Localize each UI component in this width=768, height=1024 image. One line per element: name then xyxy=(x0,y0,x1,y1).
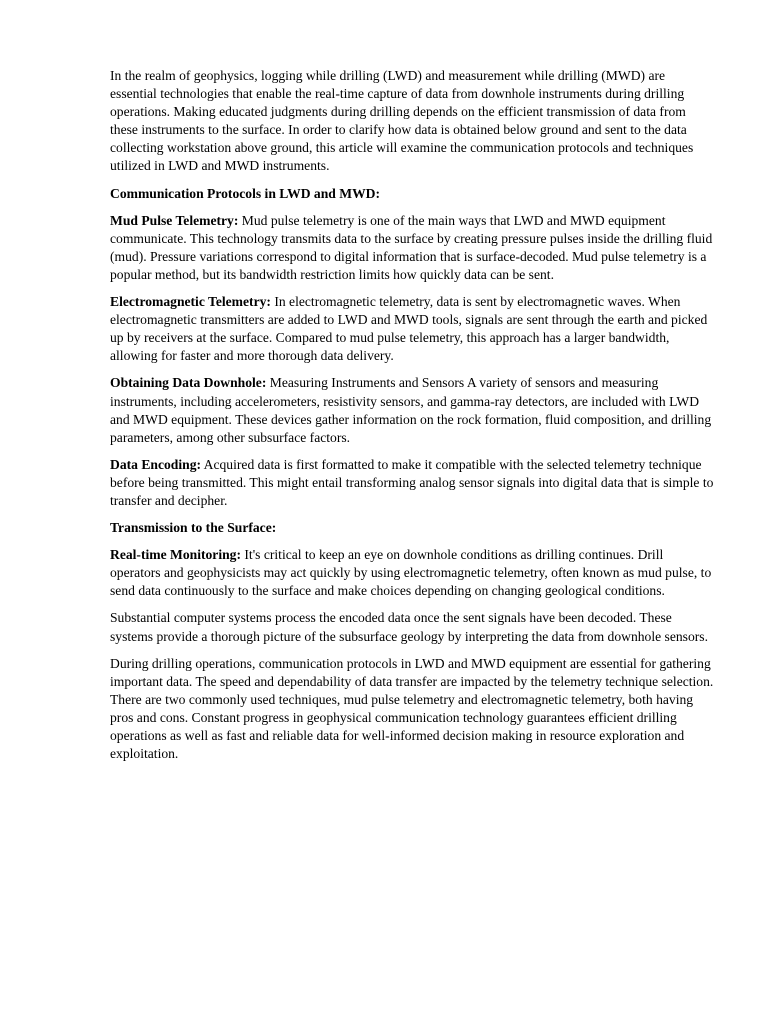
paragraph-mud-pulse-telemetry xyxy=(110,212,714,284)
paragraph-obtaining-data-downhole xyxy=(110,374,714,446)
lead-obtaining-data-downhole: Obtaining Data Downhole: xyxy=(110,375,267,391)
paragraph-electromagnetic-telemetry xyxy=(110,293,714,365)
lead-real-time-monitoring: Real-time Monitoring: xyxy=(110,547,241,563)
lead-electromagnetic-telemetry: Electromagnetic Telemetry: xyxy=(110,294,271,310)
paragraph-real-time-monitoring xyxy=(110,546,714,600)
conclusion-paragraph: During drilling operations, communication protocols in LWD and MWD equipment are essential for gathering important data. The speed and dependability of data transfer are impacted by the telemetry technique selection. There are two commonly used techniques, mud pulse telemetry and electromagnetic telemetry, both having pros and cons. Constant progress in geophysical communication technology guarantees efficient drilling operations as well as fast and reliable data for well-informed decision making in resource exploration and exploitation. xyxy=(110,655,714,762)
paragraph-computer-systems: Substantial computer systems process the encoded data once the sent signals have been decoded. These systems provide a thorough picture of the subsurface geology by interpreting the data from downhole sensors. xyxy=(110,610,708,644)
heading-communication-protocols: Communication Protocols in LWD and MWD: xyxy=(110,185,381,201)
text-real-time-monitoring: It's critical to keep an eye on downhole conditions as drilling continues. Drill operators and geophysicists may act quickly by using electromagnetic telemetry, often known as mud pulse, to send data continuously to the surface and make choices depending on changing geological conditions. xyxy=(110,547,712,599)
text-data-encoding: Acquired data is first formatted to make it compatible with the selected telemetry technique before being transmitted. This might entail transforming analog sensor signals into digital data that is simple to transfer and decipher. xyxy=(110,456,714,508)
text-electromagnetic-telemetry: In electromagnetic telemetry, data is sent by electromagnetic waves. When electromagnetic transmitters are added to LWD and MWD tools, signals are sent through the earth and picked up by receivers at the surface. Compared to mud pulse telemetry, this approach has a larger bandwidth, allowing for faster and more thorough data delivery. xyxy=(110,294,708,364)
document-page xyxy=(110,67,714,772)
paragraph-data-encoding xyxy=(110,456,714,510)
lead-mud-pulse-telemetry: Mud Pulse Telemetry: xyxy=(110,212,239,228)
text-mud-pulse-telemetry: Mud pulse telemetry is one of the main ways that LWD and MWD equipment communicate. This technology transmits data to the surface by creating pressure pulses inside the drilling fluid (mud). Pressure variations correspond to digital information that is surface-decoded. Mud pulse telemetry is a popular method, but its bandwidth restriction limits how quickly data can be sent. xyxy=(110,212,713,282)
text-obtaining-data-downhole: Measuring Instruments and Sensors A variety of sensors and measuring instruments, including accelerometers, resistivity sensors, and gamma-ray detectors, are included with LWD and MWD equipment. These devices gather information on the rock formation, fluid composition, and drilling parameters, among other subsurface factors. xyxy=(110,375,712,445)
heading-transmission-to-surface: Transmission to the Surface: xyxy=(110,520,277,536)
intro-paragraph: In the realm of geophysics, logging while drilling (LWD) and measurement while drilling (MWD) are essential technologies that enable the real-time capture of data from downhole instruments during drilling operations. Making educated judgments during drilling depends on the efficient transmission of data from these instruments to the surface. In order to clarify how data is obtained below ground and sent to the data collecting workstation above ground, this article will examine the communication protocols and techniques utilized in LWD and MWD instruments. xyxy=(110,68,694,174)
lead-data-encoding: Data Encoding: xyxy=(110,456,202,472)
